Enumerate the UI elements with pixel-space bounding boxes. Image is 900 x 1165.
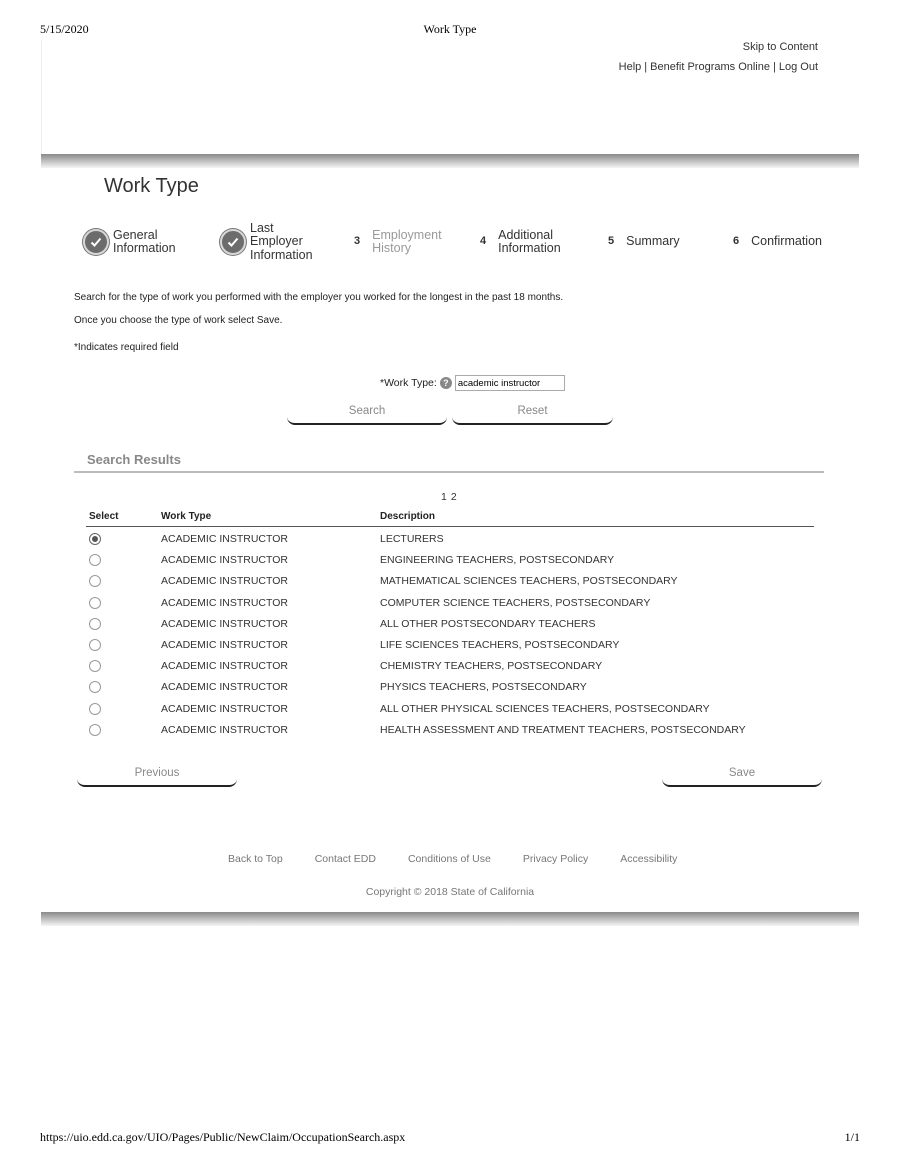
- select-radio[interactable]: [89, 618, 101, 630]
- print-url: https://uio.edd.ca.gov/UIO/Pages/Public/NewClaim/OccupationSearch.aspx: [40, 1130, 406, 1144]
- select-radio[interactable]: [89, 660, 101, 672]
- pagination: [441, 491, 461, 503]
- footer-links: [228, 853, 709, 865]
- step-employment-history: 3 Employment History: [354, 227, 442, 255]
- back-to-top-link[interactable]: Back to Top: [228, 853, 283, 865]
- table-row: [0, 699, 900, 720]
- work-type-cell: ACADEMIC INSTRUCTOR: [161, 617, 288, 630]
- column-header-description: Description: [380, 511, 436, 522]
- contact-edd-link[interactable]: Contact EDD: [314, 853, 376, 865]
- work-type-cell: ACADEMIC INSTRUCTOR: [161, 533, 288, 545]
- table-row: [0, 635, 900, 656]
- conditions-of-use-link[interactable]: Conditions of Use: [407, 853, 491, 865]
- reset-button[interactable]: Reset: [452, 399, 613, 425]
- print-page-number: 1/1: [844, 1130, 860, 1144]
- print-title: Work Type: [423, 22, 477, 36]
- footer-shadow-band: [41, 912, 859, 926]
- work-type-cell: ACADEMIC INSTRUCTOR: [161, 596, 288, 609]
- step-summary: 5 Summary: [608, 234, 680, 249]
- privacy-policy-link[interactable]: Privacy Policy: [522, 853, 589, 865]
- select-radio[interactable]: [89, 597, 101, 609]
- table-row: [0, 656, 900, 677]
- description-cell: ALL OTHER PHYSICAL SCIENCES TEACHERS, POSTSECONDARY: [380, 702, 710, 715]
- table-row: [0, 720, 900, 741]
- description-cell: COMPUTER SCIENCE TEACHERS, POSTSECONDARY: [380, 596, 651, 609]
- work-type-field-row: [380, 375, 565, 391]
- required-note: *Indicates required field: [74, 342, 179, 353]
- page-title: Work Type: [104, 175, 199, 197]
- select-radio[interactable]: [89, 724, 101, 736]
- select-radio[interactable]: [89, 639, 101, 651]
- accessibility-link[interactable]: Accessibility: [620, 853, 678, 865]
- description-cell: ENGINEERING TEACHERS, POSTSECONDARY: [380, 554, 615, 567]
- table-row: [0, 677, 900, 698]
- checkmark-icon: [83, 229, 109, 255]
- step-general-information: General Information: [83, 222, 176, 262]
- separator: |: [644, 61, 648, 73]
- select-radio[interactable]: [89, 533, 101, 545]
- log-out-link[interactable]: Log Out: [778, 61, 818, 73]
- top-links: [619, 61, 818, 73]
- checkmark-icon: [220, 229, 246, 255]
- page-link-1[interactable]: 1: [441, 491, 447, 503]
- page-link-2[interactable]: 2: [450, 491, 457, 503]
- column-header-select: Select: [89, 511, 119, 522]
- description-cell: MATHEMATICAL SCIENCES TEACHERS, POSTSECONDARY: [380, 575, 678, 588]
- work-type-input[interactable]: [455, 375, 565, 391]
- previous-button[interactable]: Previous: [77, 761, 237, 787]
- description-cell: LECTURERS: [380, 533, 444, 545]
- select-radio[interactable]: [89, 703, 101, 715]
- print-date: 5/15/2020: [40, 22, 89, 36]
- help-icon[interactable]: ?: [440, 377, 452, 389]
- description-cell: CHEMISTRY TEACHERS, POSTSECONDARY: [380, 660, 603, 673]
- table-header-divider: [86, 526, 814, 527]
- column-header-work-type: Work Type: [161, 511, 212, 522]
- select-radio[interactable]: [89, 681, 101, 693]
- instruction-text: Search for the type of work you performed with the employer you worked for the longest in the past 18 months.: [74, 292, 564, 303]
- header-border: [41, 40, 42, 155]
- table-row: [0, 529, 900, 550]
- copyright: Copyright © 2018 State of California: [365, 886, 535, 898]
- work-type-cell: ACADEMIC INSTRUCTOR: [161, 554, 288, 567]
- step-last-employer-information: Last Employer Information: [220, 222, 313, 262]
- work-type-cell: ACADEMIC INSTRUCTOR: [161, 639, 288, 651]
- help-link[interactable]: Help: [618, 61, 642, 73]
- table-row: [0, 571, 900, 592]
- description-cell: ALL OTHER POSTSECONDARY TEACHERS: [380, 617, 596, 630]
- search-button[interactable]: Search: [287, 399, 447, 425]
- table-row: [0, 550, 900, 571]
- description-cell: HEALTH ASSESSMENT AND TREATMENT TEACHERS, POSTSECONDARY: [380, 723, 746, 736]
- instruction-text: Once you choose the type of work select Save.: [74, 315, 283, 326]
- work-type-cell: ACADEMIC INSTRUCTOR: [161, 723, 288, 736]
- table-row: [0, 593, 900, 614]
- divider: [74, 471, 824, 473]
- description-cell: LIFE SCIENCES TEACHERS, POSTSECONDARY: [380, 639, 620, 651]
- work-type-label: *Work Type:: [380, 377, 437, 389]
- header-shadow-band: [41, 154, 859, 168]
- skip-to-content-link[interactable]: Skip to Content: [742, 41, 818, 53]
- select-radio[interactable]: [89, 554, 101, 566]
- benefit-programs-link[interactable]: Benefit Programs Online: [650, 61, 770, 73]
- table-row: [0, 614, 900, 635]
- work-type-cell: ACADEMIC INSTRUCTOR: [161, 702, 288, 715]
- save-button[interactable]: Save: [662, 761, 822, 787]
- separator: |: [773, 61, 776, 73]
- search-results-title: Search Results: [87, 452, 181, 467]
- select-radio[interactable]: [89, 575, 101, 587]
- work-type-cell: ACADEMIC INSTRUCTOR: [161, 575, 288, 588]
- work-type-cell: ACADEMIC INSTRUCTOR: [161, 660, 288, 673]
- step-additional-information: 4 Additional Information: [480, 227, 561, 255]
- work-type-cell: ACADEMIC INSTRUCTOR: [161, 681, 288, 694]
- step-confirmation: 6 Confirmation: [733, 234, 822, 249]
- description-cell: PHYSICS TEACHERS, POSTSECONDARY: [380, 681, 587, 694]
